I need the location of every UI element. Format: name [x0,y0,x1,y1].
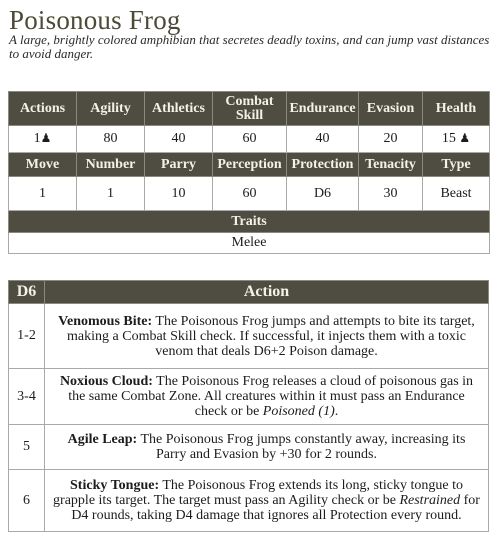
stat-header-health: Health [423,92,490,126]
stat-value-parry: 10 [145,177,213,211]
stat-header-type: Type [423,153,490,177]
stat-header-parry: Parry [145,153,213,177]
action-text-end: for D4 rounds, taking D4 damage that ignores all Protection every round. [71,493,480,523]
stat-header-combat-skill: Combat Skill [213,92,287,126]
action-text-end: . [334,404,339,419]
action-description [45,304,489,369]
stat-value-perception: 60 [213,177,287,211]
action-row [9,470,489,532]
action-name: Noxious Cloud: [59,374,153,389]
action-description [45,470,489,532]
stat-value-number: 1 [77,177,145,211]
page-title: Poisonous Frog [9,5,181,35]
action-text: The Poisonous Frog releases a cloud of poisonous gas in the same Combat Zone. All creatures within it must pass an Endurance check or be [68,374,474,419]
action-description [45,425,489,470]
stat-header-perception: Perception [213,153,287,177]
action-row [9,369,489,425]
stat-header-move: Move [9,153,77,177]
stat-header-endurance: Endurance [287,92,359,126]
traits-value-row [9,233,490,254]
action-text: The Poisonous Frog extends its long, sticky tongue to grapple its target. The target must pass an Agility check or be [53,478,463,508]
condition-term: Restrained [399,493,461,508]
stat-header-protection: Protection [287,153,359,177]
stat-value-evasion: 20 [359,126,423,153]
stats-header-row-2 [9,153,490,177]
stat-header-evasion: Evasion [359,92,423,126]
action-text: The Poisonous Frog jumps constantly away, increasing its Parry and Evasion by +30 for 2 rounds. [137,432,466,462]
action-roll: 5 [9,425,45,470]
stat-value-health-text: 15 [441,131,456,146]
stat-header-athletics: Athletics [145,92,213,126]
stat-value-endurance: 40 [287,126,359,153]
stat-header-tenacity: Tenacity [359,153,423,177]
stat-header-agility: Agility [77,92,145,126]
action-name: Sticky Tongue: [70,478,160,493]
stats-value-row-2 [9,177,490,211]
action-roll: 6 [9,470,45,532]
stat-value-move: 1 [9,177,77,211]
condition-term: Poisoned (1) [262,404,335,419]
stat-value-agility: 80 [77,126,145,153]
stat-value-protection: D6 [287,177,359,211]
stat-header-number: Number [77,153,145,177]
action-name: Venomous Bite: [58,313,153,329]
pawn-icon: ♟ [40,131,52,145]
stat-value-athletics: 40 [145,126,213,153]
stats-header-row-1 [9,92,490,126]
stat-header-actions: Actions [9,92,77,126]
stat-value-type: Beast [423,177,490,211]
stat-value-tenacity: 30 [359,177,423,211]
action-text: The Poisonous Frog jumps and attempts to bite its target, making a Combat Skill check. If successful, it injects them with a toxic venom that deals D6+2 Poison damage. [67,313,475,359]
actions-header-action: Action [45,281,489,304]
stat-value-actions [9,126,77,153]
action-name: Agile Leap: [67,432,138,447]
action-row [9,425,489,470]
stat-value-combat-skill: 60 [213,126,287,153]
action-row [9,304,489,369]
action-description [45,369,489,425]
actions-header-row [9,281,489,304]
traits-header: Traits [9,211,490,233]
traits-header-row [9,211,490,233]
actions-table [8,280,489,532]
pawn-icon: ♟ [459,131,471,145]
actions-header-d6: D6 [9,281,45,304]
page-subtitle: A large, brightly colored amphibian that secretes deadly toxins, and can jump vast distances to avoid danger. [9,32,490,61]
action-roll: 1-2 [9,304,45,369]
stat-value-health [423,126,490,153]
traits-value: Melee [9,233,490,254]
action-roll: 3-4 [9,369,45,425]
stat-value-actions-text: 1 [33,131,41,146]
stats-value-row-1 [9,126,490,153]
stat-block-table [8,91,490,254]
